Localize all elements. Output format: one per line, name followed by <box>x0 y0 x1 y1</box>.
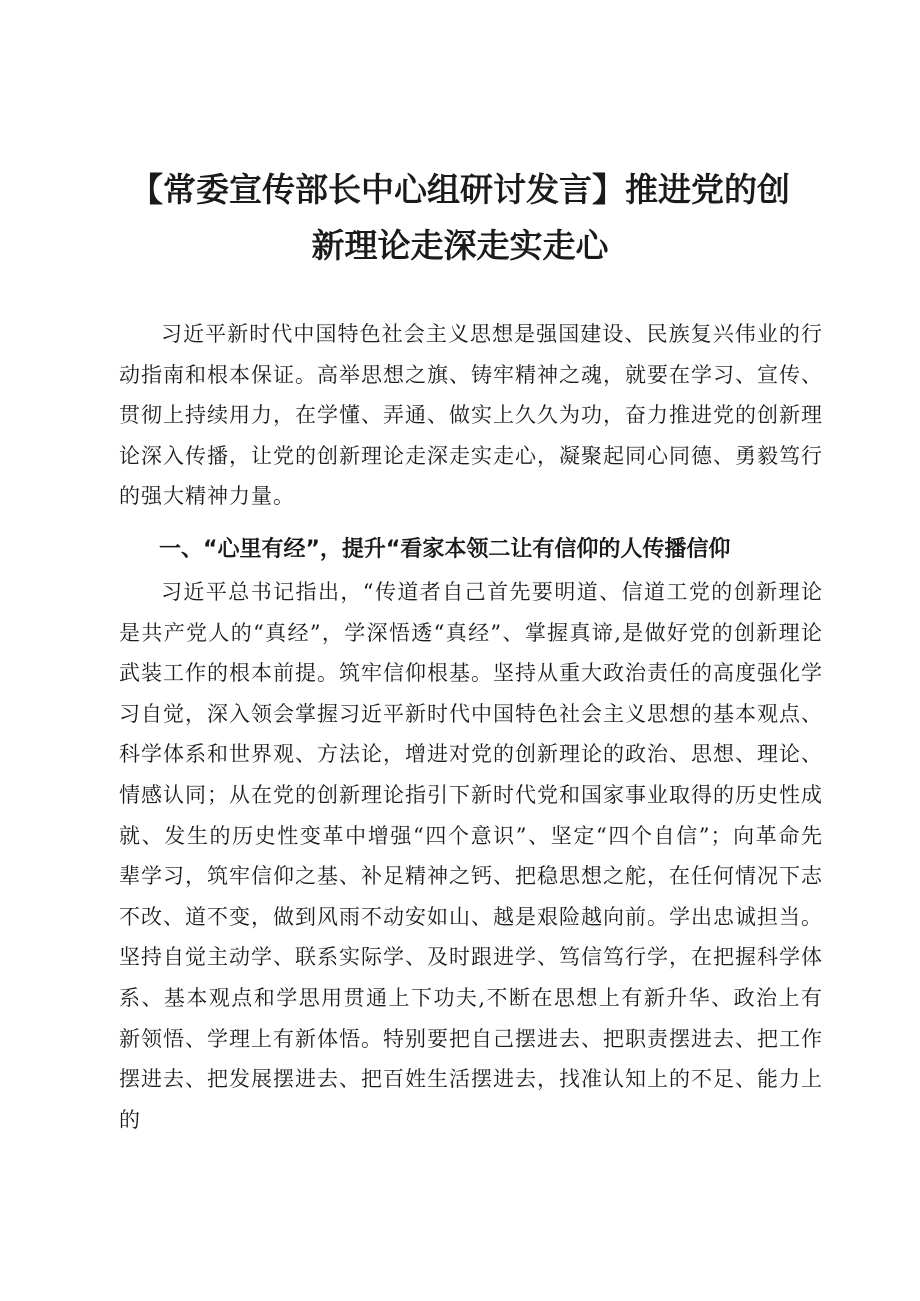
title-line-1: 【常委宣传部长中心组研讨发言】推进党的创 <box>130 170 790 209</box>
section-1-heading: 一、“心里有经”，提升“看家本领二让有信仰的人传播信仰 <box>159 537 731 562</box>
document-title <box>80 162 840 274</box>
title-line-2: 新理论走深走实走心 <box>311 226 609 265</box>
section-1-paragraph: 习近平总书记指出，“传道者自己首先要明道、信道工党的创新理论是共产党人的“真经”，学深悟透“真经”、掌握真谛,是做好党的创新理论武装工作的根本前提。筑牢信仰根基。坚持从重大政治责任的高度强化学习自觉，深入领会掌握习近平新时代中国特色社会主义思想的基本观点、科学体系和世界观、方法论，增进对党的创新理论的政治、思想、理论、情感认同；从在党的创新理论指引下新时代党和国家事业取得的历史性成就、发生的历史性变革中增强“四个意识”、坚定“四个自信”；向革命先辈学习，筑牢信仰之基、补足精神之钙、把稳思想之舵，在任何情况下志不改、道不变，做到风雨不动安如山、越是艰险越向前。学出忠诚担当。坚持自觉主动学、联系实际学、及时跟进学、笃信笃行学，在把握科学体系、基本观点和学思用贯通上下功夫,不断在思想上有新升华、政治上有新领悟、学理上有新体悟。特别要把自己摆进去、把职责摆进去、把工作摆进去、把发展摆进去、把百姓生活摆进去，找准认知上的不足、能力上的 <box>119 580 823 1132</box>
intro-paragraph: 习近平新时代中国特色社会主义思想是强国建设、民族复兴伟业的行动指南和根本保证。高举思想之旗、铸牢精神之魂，就要在学习、宣传、贯彻上持续用力，在学懂、弄通、做实上久久为功，奋力推进党的创新理论深入传播，让党的创新理论走深走实走心，凝聚起同心同德、勇毅笃行的强大精神力量。 <box>119 322 823 509</box>
